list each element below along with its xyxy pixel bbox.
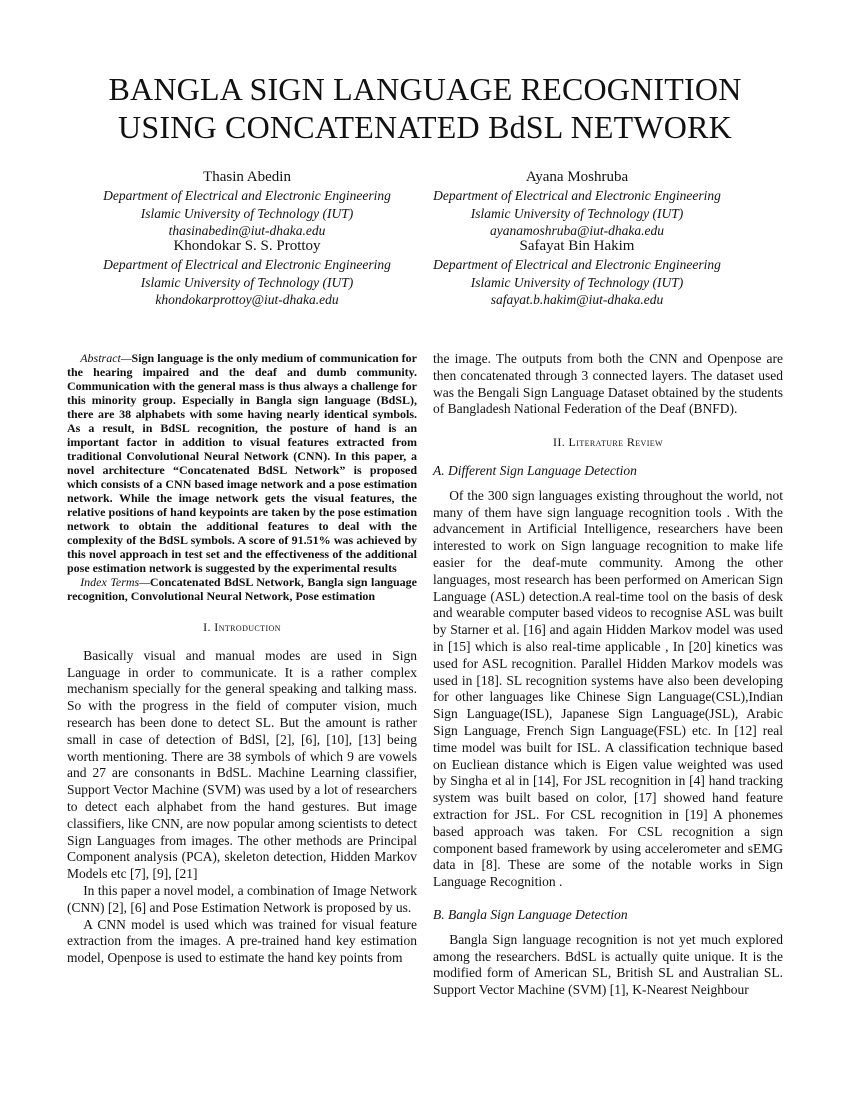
index-terms-text: Concatenated BdSL Network, Bangla sign language recognition, Convolutional Neural Network, Pose estimation	[67, 575, 418, 603]
author-name: Safayat Bin Hakim	[519, 238, 635, 254]
abstract-label: Abstract	[80, 351, 121, 365]
abstract-text: Sign language is the only medium of communication for the hearing impaired and the deaf and dumb community. Communication with the general mass is thus always a challenge for this minority group. Especially in Bangla sign language (BdSL), there are 38 alphabets with some having nearly identical symbols. As a result, in BdSL recognition, the posture of hand is an important factor in addition to visual features extracted from traditional Convolutional Neural Network (CNN). In this paper, a novel architecture “Concatenated BdSL Network” is proposed which consists of a CNN based image network and a pose estimation network. While the image network gets the visual features, the relative positions of hand keypoints are taken by the pose estimation network to obtain the additional features to deal with the complexity of the BdSL symbols. A score of 91.51% was achieved by this novel approach in test set and the effectiveness of the additional pose estimation network is suggested by the experimental results	[67, 351, 417, 575]
author-institution: Islamic University of Technology (IUT)	[140, 274, 354, 290]
subsection-heading-different-sl: A. Different Sign Language Detection	[433, 462, 637, 478]
paper-title	[0, 70, 850, 146]
author-name: Ayana Moshruba	[525, 169, 629, 185]
author-name: Khondokar S. S. Prottoy	[173, 238, 321, 254]
subsection-heading-bangla-sl: B. Bangla Sign Language Detection	[433, 906, 628, 922]
author-email: ayanamoshruba@iut-dhaka.edu	[489, 223, 665, 238]
author-block-2	[377, 168, 777, 240]
author-institution: Islamic University of Technology (IUT)	[140, 205, 354, 221]
title-line-1: BANGLA SIGN LANGUAGE RECOGNITION	[108, 71, 742, 107]
author-name: Thasin Abedin	[203, 169, 291, 185]
author-email: safayat.b.hakim@iut-dhaka.edu	[490, 292, 664, 307]
index-terms-label: Index Terms	[80, 575, 140, 589]
intro-paragraph-3-continued: the image. The outputs from both the CNN and Openpose are then concatenated through 3 connected layers. The dataset used was the Bengali Sign Language Dataset obtained by the students of Bangladesh National Federation of the Deaf (BNFD).	[433, 351, 783, 417]
author-block-4	[377, 237, 777, 309]
section-heading-literature-review: II. Literature Review	[552, 435, 664, 450]
index-terms: Index Terms—Concatenated BdSL Network, Bangla sign language recognition, Convolutional Neural Network, Pose estimation	[67, 575, 418, 603]
literature-paragraph-a: Of the 300 sign languages existing throughout the world, not many of them have sign language recognition tools . With the advancement in Artificial Intelligence, researchers have been interested to work on Sign language recognition to make life easier for the deaf-mute community. Among the other languages, most research has been performed on American Sign Language (ASL) detection.A real-time tool on the basis of desk and wearable computer based videos to recognise ASL was built by Starner et al. [16] and again Hidden Markov model was used in [15] which is also real-time applicable , In [20] kinetics was used for ASL recognition. Parallel Hidden Markov models was used in [18]. SL recognition systems have also been developing for other languages like Chinese Sign Language(CSL),Indian Sign Language(ISL), Japanese Sign Language(JSL), Arabic Sign Language, French Sign Language(FSL) etc. In [12] real time model was built for ISL. A classification technique based on Eucliean distance which is Eigen value weighted was used by Singha et al in [14], For JSL recognition in [4] hand tracking system was built based on color, [17] showed hand feature extraction for JSL. For CSL recognition in [19] A phonemes based approach was taken. For CSL recognition a sign component based framework by using accelerometer and sEMG data in [8]. These are some of the notable works in Sign Language Recognition .	[433, 487, 783, 890]
author-email: khondokarprottoy@iut-dhaka.edu	[155, 292, 339, 307]
title-line-2: USING CONCATENATED BdSL NETWORK	[118, 109, 732, 145]
author-department: Department of Electrical and Electronic Engineering	[103, 257, 391, 272]
author-department: Department of Electrical and Electronic Engineering	[433, 188, 721, 203]
literature-paragraph-b: Bangla Sign language recognition is not yet much explored among the researchers. BdSL is actually quite unique. It is the modified form of American SL, British SL and Australian SL. Support Vector Machine (SVM) [1], K-Nearest Neighbour	[433, 931, 783, 998]
author-department: Department of Electrical and Electronic Engineering	[103, 188, 391, 203]
intro-paragraph-3: A CNN model is used which was trained for visual feature extraction from the images. A pre-trained hand key estimation model, Openpose is used to estimate the hand key points from	[67, 916, 417, 966]
left-column	[67, 351, 417, 967]
author-email: thasinabedin@iut-dhaka.edu	[168, 223, 326, 238]
abstract: Abstract—Sign language is the only medium of communication for the hearing impaired and the deaf and dumb community. Communication with the general mass is thus always a challenge for this minority group. Especially in Bangla sign language (BdSL), there are 38 alphabets with some having nearly identical symbols. As a result, in BdSL recognition, the posture of hand is an important factor in addition to visual features extracted from traditional Convolutional Neural Network (CNN). In this paper, a novel architecture “Concatenated BdSL Network” is proposed which consists of a CNN based image network and a pose estimation network. While the image network gets the visual features, the relative positions of hand keypoints are taken by the pose estimation network to obtain the additional features to deal with the complexity of the BdSL symbols. A score of 91.51% was achieved by this novel approach in test set and the effectiveness of the additional pose estimation network is suggested by the experimental results	[67, 351, 417, 575]
intro-paragraph-2: In this paper a novel model, a combination of Image Network (CNN) [2], [6] and Pose Estimation Network is proposed by us.	[67, 882, 417, 915]
right-column	[433, 351, 783, 999]
intro-paragraph-1: Basically visual and manual modes are used in Sign Language in order to communicate. It is a rather complex mechanism specially for the general speaking and talking mass. So with the progress in the field of computer vision, much research has been done to detect SL. But the amount is rather small in case of detection of BdSl, [2], [6], [10], [13] being worth mentioning. There are 38 symbols of which 9 are vowels and 27 are consonants in BdSL. Machine Learning classifier, Support Vector Machine (SVM) was used by a lot of researchers to detect each alphabet from the hand gestures. But image classifiers, like CNN, are now popular among scientists to detect Sign Languages from images. The other methods are Principal Component analysis (PCA), skeleton detection, Hidden Markov Models etc [7], [9], [21]	[67, 647, 417, 882]
author-institution: Islamic University of Technology (IUT)	[470, 205, 684, 221]
author-department: Department of Electrical and Electronic Engineering	[433, 257, 721, 272]
author-institution: Islamic University of Technology (IUT)	[470, 274, 684, 290]
section-heading-introduction: I. Introduction	[203, 620, 281, 634]
